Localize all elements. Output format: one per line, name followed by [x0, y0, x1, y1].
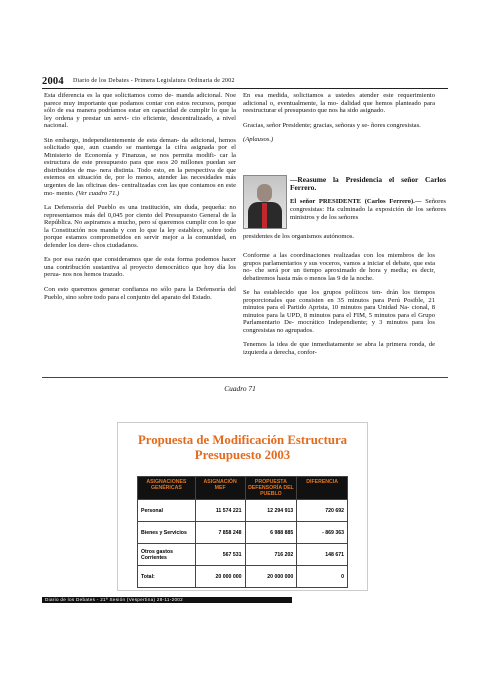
paragraph: Sin embargo, independientemente de esta deman- da adicional, hemos solicitado que, aun cuando se mantenga la cifra asignada por el Ministerio de Economía y Finanzas, se nos permita modifi- car la estructura de este presupuesto para que esos 20 millones puedan ser distribuidos de ma- nera distinta. Todo esto, en la perspectiva de que estemos en situación de, por lo menos, atender las necesidades más urgentes de las oficinas des- centralizadas con las que contamos en este mo- mento. (Ver cuadro 71.) — [44, 136, 236, 197]
speech-continuation: presidentes de los organismos autónomos. — [243, 233, 355, 240]
right-column-lower — [243, 252, 435, 364]
table-cell: 567 531 — [195, 544, 245, 566]
paragraph: Es por esa razón que consideramos que de esta forma podemos hacer una contribución sustantiva al proyecto democrático que hoy día los perua- nos nos hemos trazado. — [44, 256, 236, 279]
cuadro-reference: (Ver cuadro 71.) — [76, 189, 120, 197]
table-cell: 12 294 913 — [245, 500, 297, 522]
speaker-name: El señor PRESIDENTE (Carlos Ferrero).— — [290, 198, 422, 206]
reasume-note: —Reasume la Presidencia el señor Carlos Ferrero. — [290, 175, 446, 193]
table-cell: 7 858 248 — [195, 522, 245, 544]
table-row — [138, 500, 348, 522]
table-cell: 148 671 — [297, 544, 348, 566]
aplausos-note: (Aplausos.) — [243, 136, 274, 144]
page-footer — [42, 597, 292, 603]
table-row — [138, 566, 348, 588]
table-cell: 20 000 000 — [195, 566, 245, 588]
header-divider — [42, 88, 448, 89]
paragraph: Esta diferencia es la que solicitamos como de- manda adicional. Noe parece muy importante que podamos contar con estos recursos, porque sólo de esa manera podríamos estar en capacidad de cumplir lo que la ley ordena y prestar un servi- cio eficiente, descentralizado, a nivel nacional. — [44, 92, 236, 130]
column-header: ASIGNACIONES GENÉRICAS — [138, 477, 196, 500]
table-cell: - 869 363 — [297, 522, 348, 544]
slide-title: Propuesta de Modificación Estructura Presupuesto 2003 — [137, 433, 348, 462]
paragraph: Gracias, señor Presidente; gracias, señoras y se- ñores congresistas. — [243, 121, 421, 129]
table-cell: 11 574 221 — [195, 500, 245, 522]
page-number: 2004 — [42, 76, 64, 87]
table-cell: 6 988 885 — [245, 522, 297, 544]
table-row — [138, 522, 348, 544]
table-header-row — [138, 477, 348, 500]
table-cell: 716 202 — [245, 544, 297, 566]
budget-slide — [117, 422, 368, 591]
right-column — [243, 92, 435, 151]
table-cell: Personal — [138, 500, 196, 522]
caption-divider — [42, 377, 448, 378]
table-cell: 20 000 000 — [245, 566, 297, 588]
table-cell: 0 — [297, 566, 348, 588]
paragraph: Tenemos la idea de que inmediatamente se abra la primera ronda, de izquierda a derecha, confor- — [243, 341, 435, 357]
presidency-block — [290, 176, 446, 221]
column-header: DIFERENCIA — [297, 477, 348, 500]
figure-caption: Cuadro 71 — [224, 384, 256, 393]
paragraph: Se ha establecido que los grupos políticos ten- drán los tiempos proporcionales que consisten en 35 minutos para Perú Posible, 21 minutos para el Partido Aprista, 10 minutos para Unidad Na- cional, 8 minutos para la UPD, 8 minutos para el FIM, 5 minutos para el Grupo Parlamentario De- mocrático Independiente; y 3 minutos para los congresistas no agrupados. — [243, 289, 435, 334]
table-cell: 720 692 — [297, 500, 348, 522]
speech: El señor PRESIDENTE (Carlos Ferrero).— Señores congresistas: Ha culminado la exposición de los señores ministros y de los señores — [290, 198, 446, 221]
table-row — [138, 544, 348, 566]
running-title: Diario de los Debates - Primera Legislatura Ordinaria de 2002 — [73, 78, 235, 84]
footer-text: Diario de los Debates - 21ª Sesión (Vespertina) 28-11-2002 — [45, 597, 184, 602]
table-cell: Total: — [138, 566, 196, 588]
paragraph: En esa medida, solicitamos a ustedes atender este requerimiento adicional o, eventualmente, la mo- dalidad que hemos planteado para reestructurar el presupuesto que nos ha sido asignado. — [243, 92, 435, 115]
speaker-photo — [243, 175, 287, 229]
column-header: ASIGNACIÓN MEF — [195, 477, 245, 500]
left-column — [44, 92, 236, 308]
paragraph: Con esto queremos generar confianza no sólo para la Defensoría del Pueblo, sino sobre todo para el conjunto del aparato del Estado. — [44, 286, 236, 301]
column-header: PROPUESTA DEFENSORÍA DEL PUEBLO — [245, 477, 297, 500]
table-cell: Bienes y Servicios — [138, 522, 196, 544]
budget-table — [137, 476, 348, 588]
paragraph: La Defensoría del Pueblo es una institución, sin duda, pequeña: no representamos más del 0,045 por ciento del Presupuesto General de la República. No aspiramos a mucho, pero sí queremos cumplir con lo que la Constitución nos manda y con lo que la ley establece, sobre todo porque estamos comprometidos en servir mejor a la comunidad, en defender los dere- chos ciudadanos. — [44, 204, 236, 249]
table-cell: Otros gastos Corrientes — [138, 544, 196, 566]
paragraph: Conforme a las coordinaciones realizadas con los miembros de los grupos parlamentarios y sus voceros, vamos a iniciar el debate, que esta no- che será por un tiempo aproximado de hora y media; es decir, debatiremos hasta más o menos las 9 de la noche. — [243, 252, 435, 282]
